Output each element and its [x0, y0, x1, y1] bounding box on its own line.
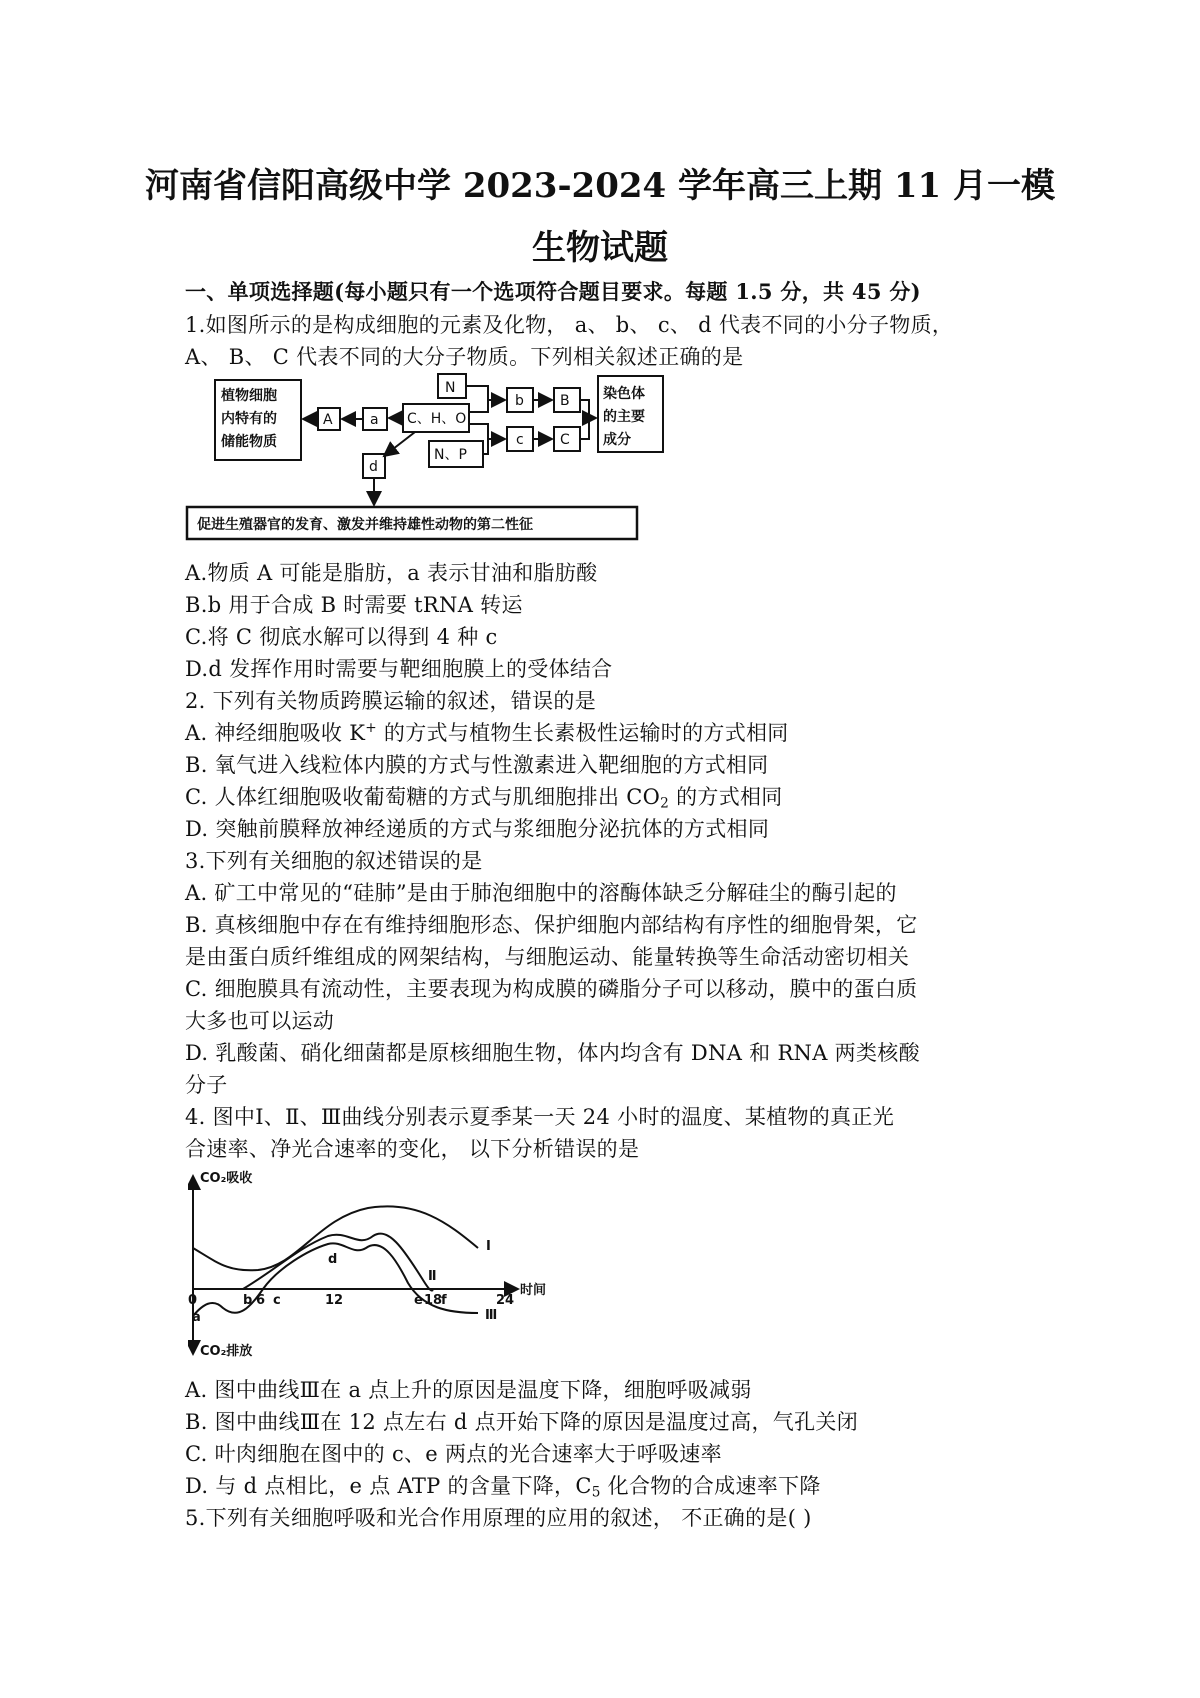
q5-stem: 5.下列有关细胞呼吸和光合作用原理的应用的叙述， 不正确的是( ) — [185, 1506, 812, 1530]
point-c: c — [273, 1293, 281, 1308]
curve-label-I: Ⅰ — [486, 1239, 491, 1254]
q1-stem-line1: 1.如图所示的是构成细胞的元素及化物， a、 b、 c、 d 代表不同的小分子物质， — [185, 313, 954, 337]
q1-option-b: B.b 用于合成 B 时需要 tRNA 转运 — [185, 593, 523, 617]
q3-option-d-line2: 分子 — [185, 1073, 228, 1097]
q3-option-b-line1: B. 真核细胞中存在有维持细胞形态、保护细胞内部结构有序性的细胞骨架，它 — [185, 913, 918, 937]
section-heading: 一、单项选择题(每小题只有一个选项符合题目要求。每题 1.5 分，共 45 分) — [185, 279, 921, 304]
tick-18: 18 — [424, 1293, 443, 1308]
q2-option-c: C. 人体红细胞吸收葡萄糖的方式与肌细胞排出 $CO_2$ 的方式相同 — [185, 785, 783, 812]
chromosome-line1: 染色体 — [603, 386, 645, 402]
q4-option-d: D. 与 d 点相比，e 点 ATP 的含量下降，$C_5$ 化合物的合成速率下降 — [185, 1474, 821, 1501]
q3-option-b-line2: 是由蛋白质纤维组成的网架结构，与细胞运动、能量转换等生命活动密切相关 — [185, 945, 910, 969]
label-A: A — [323, 412, 333, 428]
tick-12: 12 — [325, 1293, 344, 1308]
storage-line3: 储能物质 — [221, 434, 277, 450]
q1-diagram — [185, 372, 675, 544]
curve-label-III: Ⅲ — [485, 1308, 498, 1323]
chromosome-line2: 的主要 — [603, 409, 645, 425]
label-d: d — [369, 459, 378, 475]
q3-option-c-line1: C. 细胞膜具有流动性，主要表现为构成膜的磷脂分子可以移动，膜中的蛋白质 — [185, 977, 918, 1001]
q1-stem-line2: A、 B、 C 代表不同的大分子物质。下列相关叙述正确的是 — [185, 345, 744, 369]
hormone-function-text: 促进生殖器官的发育、激发并维持雄性动物的第二性征 — [197, 517, 533, 533]
q3-option-c-line2: 大多也可以运动 — [185, 1009, 335, 1033]
q4-stem-line2: 合速率、净光合速率的变化， 以下分析错误的是 — [185, 1137, 640, 1161]
q1-option-a: A.物质 A 可能是脂肪，a 表示甘油和脂肪酸 — [185, 561, 598, 585]
q4-option-b: B. 图中曲线Ⅲ在 12 点左右 d 点开始下降的原因是温度过高，气孔关闭 — [185, 1410, 858, 1434]
chromosome-line3: 成分 — [603, 432, 631, 448]
q2-option-a: A. 神经细胞吸收 K+ 的方式与植物生长素极性运输时的方式相同 — [185, 719, 789, 745]
tick-24: 24 — [496, 1293, 515, 1308]
tick-0: 0 — [188, 1293, 198, 1308]
q4-option-a: A. 图中曲线Ⅲ在 a 点上升的原因是温度下降，细胞呼吸减弱 — [185, 1378, 752, 1402]
point-e: e — [414, 1293, 423, 1308]
storage-line2: 内特有的 — [221, 411, 277, 427]
q4-stem-line1: 4. 图中Ⅰ、Ⅱ、Ⅲ曲线分别表示夏季某一天 24 小时的温度、某植物的真正光 — [185, 1105, 895, 1129]
tick-6: 6 — [256, 1293, 266, 1308]
q3-option-d-line1: D. 乳酸菌、硝化细菌都是原核细胞生物，体内均含有 DNA 和 RNA 两类核酸 — [185, 1041, 920, 1065]
point-a: a — [192, 1310, 201, 1325]
label-cho: C、H、O — [407, 411, 467, 427]
storage-line1: 植物细胞 — [221, 388, 277, 404]
q3-option-a: A. 矿工中常见的“硅肺”是由于肺泡细胞中的溶酶体缺乏分解硅尘的酶引起的 — [185, 881, 897, 905]
label-a: a — [370, 412, 379, 428]
point-d: d — [328, 1252, 338, 1267]
point-f: f — [441, 1293, 447, 1308]
label-b: b — [515, 393, 524, 409]
y-bottom-label: CO₂排放 — [200, 1344, 253, 1358]
label-N: N — [445, 380, 456, 396]
q4-option-c: C. 叶肉细胞在图中的 c、e 两点的光合速率大于呼吸速率 — [185, 1442, 722, 1466]
q2-option-d: D. 突触前膜释放神经递质的方式与浆细胞分泌抗体的方式相同 — [185, 817, 770, 841]
q1-option-d: D.d 发挥作用时需要与靶细胞膜上的受体结合 — [185, 657, 613, 681]
label-B: B — [560, 393, 570, 409]
curve-label-II: Ⅱ — [428, 1269, 437, 1284]
y-top-label: CO₂吸收 — [200, 1171, 253, 1186]
point-b: b — [243, 1293, 253, 1308]
label-c: c — [516, 432, 524, 448]
label-C: C — [560, 432, 570, 448]
exam-subtitle: 生物试题 — [532, 228, 668, 268]
x-label: 时间 — [520, 1283, 547, 1298]
q3-stem: 3.下列有关细胞的叙述错误的是 — [185, 849, 483, 873]
q1-option-c: C.将 C 彻底水解可以得到 4 种 c — [185, 625, 498, 649]
label-NP: N、P — [434, 447, 467, 463]
q4-co2-graph — [188, 1168, 558, 1358]
exam-title: 河南省信阳高级中学 2023-2024 学年高三上期 11 月一模 — [144, 166, 1056, 206]
q2-option-b: B. 氧气进入线粒体内膜的方式与性激素进入靶细胞的方式相同 — [185, 753, 769, 777]
curve-II — [243, 1234, 433, 1291]
q2-stem: 2. 下列有关物质跨膜运输的叙述，错误的是 — [185, 689, 597, 713]
